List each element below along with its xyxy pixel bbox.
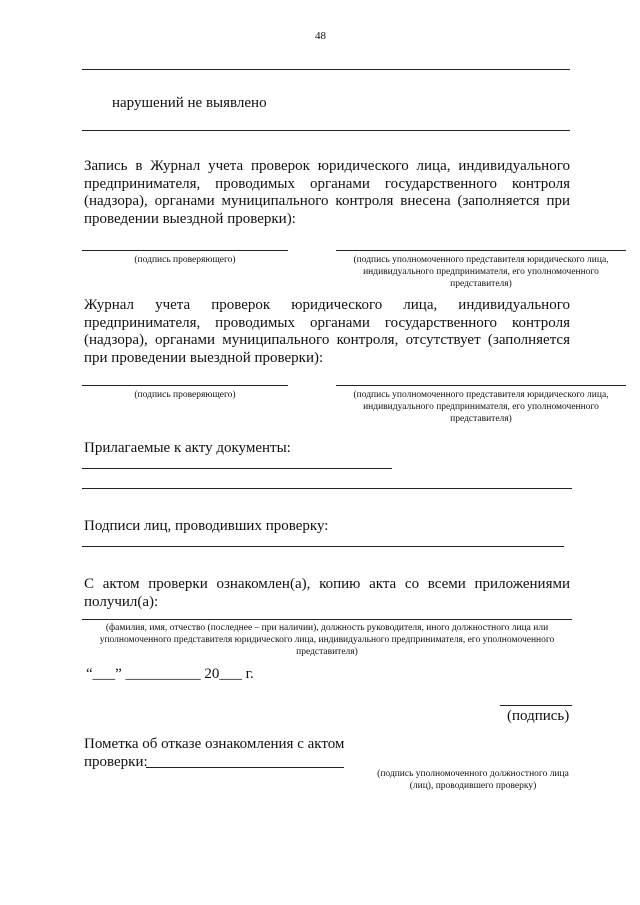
journal-absent-line: Журнал учета проверок юридического лица, индивидуального (84, 297, 570, 313)
signature-line[interactable] (500, 705, 572, 706)
inspectors-signatures-label: Подписи лиц, проводивших проверку: (84, 518, 329, 534)
attached-docs-line-1[interactable] (82, 468, 392, 469)
violations-rule (82, 130, 570, 131)
acquainted-line: С актом проверки ознакомлен(а), копию акта со всеми приложениями (84, 576, 570, 592)
journal-entry-line: Запись в Журнал учета проверок юридического лица, индивидуального (84, 158, 570, 174)
violations-text: нарушений не выявлено (112, 95, 267, 111)
journal-absent-paragraph (84, 297, 570, 367)
fio-caption: (фамилия, имя, отчество (последнее – при наличии), должность руководителя, иного должностного лица или уполномоченного представителя юридического лица, индивидуального предпринимателя, его уполномоченного представителя) (99, 623, 555, 657)
refusal-line[interactable] (146, 767, 344, 768)
page-number: 48 (315, 30, 326, 42)
acquainted-paragraph (84, 576, 570, 611)
signature-label: (подпись) (507, 708, 570, 724)
date-line[interactable]: “___” __________ 20___ г. (86, 666, 254, 682)
acquainted-line: получил(а): (84, 593, 159, 610)
representative-signature-line[interactable] (336, 250, 626, 251)
journal-entry-paragraph (84, 158, 570, 228)
attached-docs-line-2[interactable] (82, 488, 572, 489)
refusal-label: Пометка об отказе ознакомления с актом (84, 736, 345, 752)
representative-signature-line-2[interactable] (336, 385, 626, 386)
attached-docs-label: Прилагаемые к акту документы: (84, 440, 291, 456)
inspector-signature-caption-2: (подпись проверяющего) (134, 390, 236, 400)
inspector-signature-line-2[interactable] (82, 385, 288, 386)
inspectors-signatures-line[interactable] (82, 546, 564, 547)
refusal-label-2: проверки: (84, 754, 148, 770)
representative-signature-caption-2: (подпись уполномоченного представителя юридического лица, индивидуального предпринимателя, его уполномоченного представителя) (353, 390, 609, 424)
journal-entry-line: проведении выездной проверки): (84, 210, 296, 227)
fio-line[interactable] (82, 619, 572, 620)
journal-absent-line: предпринимателя, проводимых органами государственного контроля (84, 314, 570, 331)
inspector-signature-caption: (подпись проверяющего) (134, 255, 236, 265)
journal-entry-line: (надзора), органами муниципального контроля внесена (заполняется при (84, 193, 570, 209)
inspector-signature-line[interactable] (82, 250, 288, 251)
top-rule (82, 69, 570, 70)
journal-entry-line: предпринимателя, проводимых органами государственного контроля (84, 175, 570, 192)
journal-absent-line: (надзора), органами муниципального контроля, отсутствует (заполняется (84, 332, 570, 348)
official-signature-caption: (подпись уполномоченного должностного лица (лиц), проводившего проверку) (377, 769, 569, 791)
representative-signature-caption: (подпись уполномоченного представителя юридического лица, индивидуального предпринимателя, его уполномоченного представителя) (353, 255, 609, 289)
journal-absent-line: при проведении выездной проверки): (84, 349, 324, 366)
